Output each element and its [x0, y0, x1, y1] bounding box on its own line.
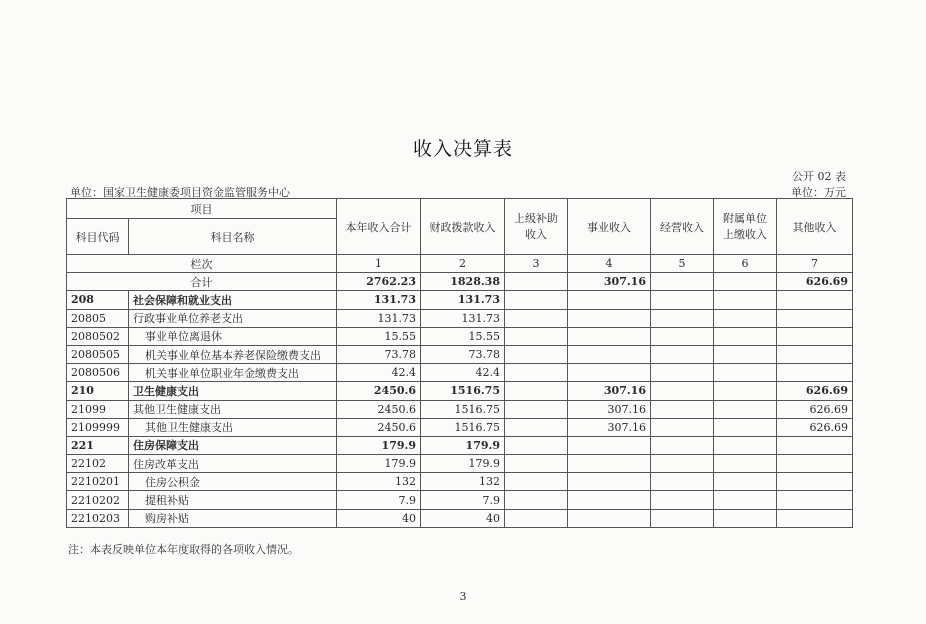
- header-other-income: 其他收入: [777, 199, 853, 255]
- amount-cell: 2450.6: [337, 418, 421, 436]
- header-subject-name: 科目名称: [129, 219, 337, 255]
- amount-cell: [714, 309, 777, 327]
- subject-code: 21099: [67, 400, 129, 418]
- amount-cell: [714, 436, 777, 454]
- amount-cell: [651, 345, 714, 363]
- amount-cell: 131.73: [337, 291, 421, 309]
- table-row: [67, 382, 853, 400]
- amount-cell: [651, 382, 714, 400]
- amount-cell: [568, 309, 651, 327]
- amount-cell: 40: [337, 509, 421, 527]
- subject-name: 住房公积金: [129, 473, 337, 491]
- report-title: 收入决算表: [412, 138, 513, 160]
- subject-name: 住房改革支出: [129, 455, 337, 473]
- amount-cell: 179.9: [337, 436, 421, 454]
- table-body: [67, 255, 853, 528]
- amount-cell: 131.73: [421, 291, 505, 309]
- amount-cell: [505, 382, 568, 400]
- amount-cell: [505, 436, 568, 454]
- table-row: [67, 291, 853, 309]
- amount-cell: [505, 364, 568, 382]
- table-row: [67, 491, 853, 509]
- amount-cell: [505, 509, 568, 527]
- amount-cell: 42.4: [337, 364, 421, 382]
- amount-cell: 1516.75: [421, 400, 505, 418]
- amount-cell: 15.55: [421, 327, 505, 345]
- amount-cell: [714, 473, 777, 491]
- amount-cell: [505, 309, 568, 327]
- column-index: 2: [421, 255, 505, 273]
- subject-code: 221: [67, 436, 129, 454]
- amount-cell: [714, 327, 777, 345]
- amount-cell: [651, 418, 714, 436]
- subject-name: 事业单位离退休: [129, 327, 337, 345]
- total-value: 2762.23: [337, 273, 421, 291]
- column-index: 4: [568, 255, 651, 273]
- amount-cell: 132: [337, 473, 421, 491]
- amount-cell: 626.69: [777, 418, 853, 436]
- total-row: [67, 273, 853, 291]
- amount-cell: 131.73: [337, 309, 421, 327]
- total-label: 合计: [67, 273, 337, 291]
- amount-cell: 2450.6: [337, 382, 421, 400]
- amount-cell: 179.9: [421, 436, 505, 454]
- total-value: [505, 273, 568, 291]
- amount-cell: [651, 455, 714, 473]
- column-index: 6: [714, 255, 777, 273]
- subject-code: 2210202: [67, 491, 129, 509]
- table-row: [67, 400, 853, 418]
- header-operating-income: 经营收入: [651, 199, 714, 255]
- header-business-income: 事业收入: [568, 199, 651, 255]
- subject-name: 社会保障和就业支出: [129, 291, 337, 309]
- table-row: [67, 455, 853, 473]
- subject-name: 购房补贴: [129, 509, 337, 527]
- amount-cell: 179.9: [421, 455, 505, 473]
- amount-cell: [777, 436, 853, 454]
- amount-cell: [505, 345, 568, 363]
- amount-cell: [568, 345, 651, 363]
- amount-cell: 40: [421, 509, 505, 527]
- amount-cell: [568, 291, 651, 309]
- subject-name: 行政事业单位养老支出: [129, 309, 337, 327]
- total-value: 1828.38: [421, 273, 505, 291]
- subject-name: 住房保障支出: [129, 436, 337, 454]
- header-fiscal-appropriation: 财政拨款收入: [421, 199, 505, 255]
- subject-name: 机关事业单位职业年金缴费支出: [129, 364, 337, 382]
- reporting-unit: 单位：国家卫生健康委项目资金监管服务中心: [70, 186, 290, 199]
- subject-code: 20805: [67, 309, 129, 327]
- amount-cell: [651, 400, 714, 418]
- amount-cell: [651, 309, 714, 327]
- subject-code: 210: [67, 382, 129, 400]
- table-row: [67, 473, 853, 491]
- amount-cell: 131.73: [421, 309, 505, 327]
- amount-cell: [714, 418, 777, 436]
- table-row: [67, 436, 853, 454]
- subject-code: 2080506: [67, 364, 129, 382]
- amount-cell: 307.16: [568, 418, 651, 436]
- amount-cell: [714, 345, 777, 363]
- form-number: 公开 02 表: [792, 170, 846, 183]
- subject-name: 卫生健康支出: [129, 382, 337, 400]
- amount-cell: [714, 364, 777, 382]
- amount-cell: [651, 291, 714, 309]
- column-index: 1: [337, 255, 421, 273]
- header-affiliated-unit-income: 附属单位上缴收入: [714, 199, 777, 255]
- amount-cell: [568, 364, 651, 382]
- amount-cell: [777, 291, 853, 309]
- subject-code: 2080502: [67, 327, 129, 345]
- amount-cell: [777, 491, 853, 509]
- total-value: [714, 273, 777, 291]
- amount-cell: [714, 291, 777, 309]
- amount-cell: [505, 327, 568, 345]
- column-index: 7: [777, 255, 853, 273]
- amount-cell: [714, 491, 777, 509]
- header-subject-code: 科目代码: [67, 219, 129, 255]
- amount-cell: [651, 364, 714, 382]
- header-total-income: 本年收入合计: [337, 199, 421, 255]
- subject-name: 其他卫生健康支出: [129, 400, 337, 418]
- subject-code: 2109999: [67, 418, 129, 436]
- subject-name: 其他卫生健康支出: [129, 418, 337, 436]
- header-superior-subsidy: 上级补助收入: [505, 199, 568, 255]
- amount-cell: [651, 473, 714, 491]
- amount-cell: 132: [421, 473, 505, 491]
- amount-cell: [777, 309, 853, 327]
- amount-cell: [505, 418, 568, 436]
- amount-cell: [568, 509, 651, 527]
- income-final-accounts-table: [66, 198, 853, 528]
- subject-name: 机关事业单位基本养老保险缴费支出: [129, 345, 337, 363]
- amount-cell: 307.16: [568, 382, 651, 400]
- amount-cell: [651, 327, 714, 345]
- amount-cell: 1516.75: [421, 418, 505, 436]
- column-index-label: 栏次: [67, 255, 337, 273]
- column-index: 5: [651, 255, 714, 273]
- amount-cell: 7.9: [337, 491, 421, 509]
- column-index-row: [67, 255, 853, 273]
- subject-code: 22102: [67, 455, 129, 473]
- amount-cell: 2450.6: [337, 400, 421, 418]
- amount-cell: [714, 455, 777, 473]
- subject-code: 2210201: [67, 473, 129, 491]
- amount-cell: [568, 473, 651, 491]
- amount-cell: [777, 327, 853, 345]
- total-value: 626.69: [777, 273, 853, 291]
- amount-cell: [651, 436, 714, 454]
- amount-cell: 73.78: [421, 345, 505, 363]
- amount-cell: [568, 455, 651, 473]
- amount-cell: 626.69: [777, 382, 853, 400]
- table-row: [67, 327, 853, 345]
- amount-cell: [777, 473, 853, 491]
- subject-code: 208: [67, 291, 129, 309]
- amount-cell: [505, 400, 568, 418]
- amount-cell: [777, 364, 853, 382]
- table-row: [67, 309, 853, 327]
- subject-code: 2210203: [67, 509, 129, 527]
- amount-cell: [714, 382, 777, 400]
- amount-cell: [777, 509, 853, 527]
- amount-cell: 626.69: [777, 400, 853, 418]
- amount-cell: [651, 509, 714, 527]
- amount-cell: 1516.75: [421, 382, 505, 400]
- amount-cell: [568, 491, 651, 509]
- amount-cell: 73.78: [337, 345, 421, 363]
- amount-cell: 15.55: [337, 327, 421, 345]
- amount-cell: 179.9: [337, 455, 421, 473]
- amount-cell: [505, 473, 568, 491]
- amount-cell: [777, 455, 853, 473]
- subject-name: 提租补贴: [129, 491, 337, 509]
- currency-unit: 单位：万元: [791, 186, 846, 199]
- amount-cell: [651, 491, 714, 509]
- amount-cell: [568, 327, 651, 345]
- amount-cell: [714, 509, 777, 527]
- amount-cell: [568, 436, 651, 454]
- total-value: 307.16: [568, 273, 651, 291]
- table-footnote: 注：本表反映单位本年度取得的各项收入情况。: [68, 543, 299, 556]
- subject-code: 2080505: [67, 345, 129, 363]
- table-row: [67, 364, 853, 382]
- amount-cell: [505, 291, 568, 309]
- amount-cell: [505, 455, 568, 473]
- table-row: [67, 418, 853, 436]
- table-row: [67, 509, 853, 527]
- total-value: [651, 273, 714, 291]
- page-number: 3: [459, 590, 467, 603]
- amount-cell: 307.16: [568, 400, 651, 418]
- amount-cell: 7.9: [421, 491, 505, 509]
- amount-cell: [505, 491, 568, 509]
- amount-cell: 42.4: [421, 364, 505, 382]
- amount-cell: [714, 400, 777, 418]
- column-index: 3: [505, 255, 568, 273]
- amount-cell: [777, 345, 853, 363]
- header-project: 项目: [67, 199, 337, 219]
- table-row: [67, 345, 853, 363]
